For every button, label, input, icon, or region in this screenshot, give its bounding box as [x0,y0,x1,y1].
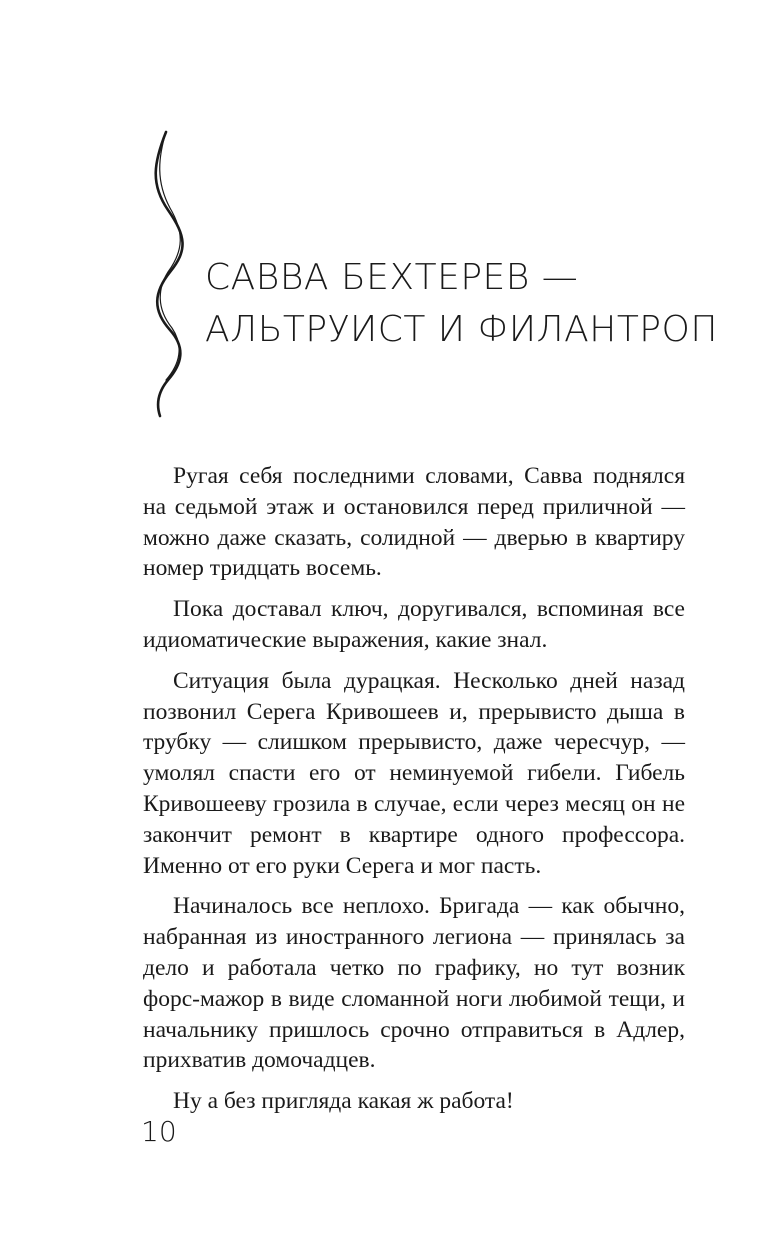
chapter-title-line-1: САВВА БЕХТЕРЕВ — [205,257,579,298]
paragraph: Ругая себя последними словами, Савва поднялся на седьмой этаж и остановился перед приличной — можно даже сказать, солидной — дверью в квартиру номер тридцать восемь. [143,463,685,582]
paragraph: Ну а без пригляда какая ж работа! [173,1088,514,1115]
chapter-title-line-2: АЛЬТРУИСТ И ФИЛАНТРОП [205,309,718,350]
paragraph: Ситуация была дурацкая. Несколько дней назад позвонил Серега Кривошеев и, прерывисто дыша в трубку — слишком прерывисто, даже чересчур, — умолял спасти его от неминуемой гибели. Гибель Кривошееву грозила в случае, если через месяц он не закончит ремонт в квартире одного профессора. Именно от его руки Серега и мог пасть. [143,667,685,879]
chapter-title [205,252,745,356]
decorative-wave-ornament [140,128,196,418]
paragraph: Начиналось все неплохо. Бригада — как обычно, набранная из иностранного легиона — принялась за дело и работала четко по графику, но тут возник форс-мажор в виде сломанной ноги любимой тещи, и начальнику пришлось срочно отправиться в Адлер, прихватив домочадцев. [143,893,685,1074]
paragraph: Пока доставал ключ, доругивался, вспоминая все идиоматические выражения, какие знал. [143,596,685,653]
chapter-body [143,461,685,1127]
page-number: 10 [141,1115,177,1148]
